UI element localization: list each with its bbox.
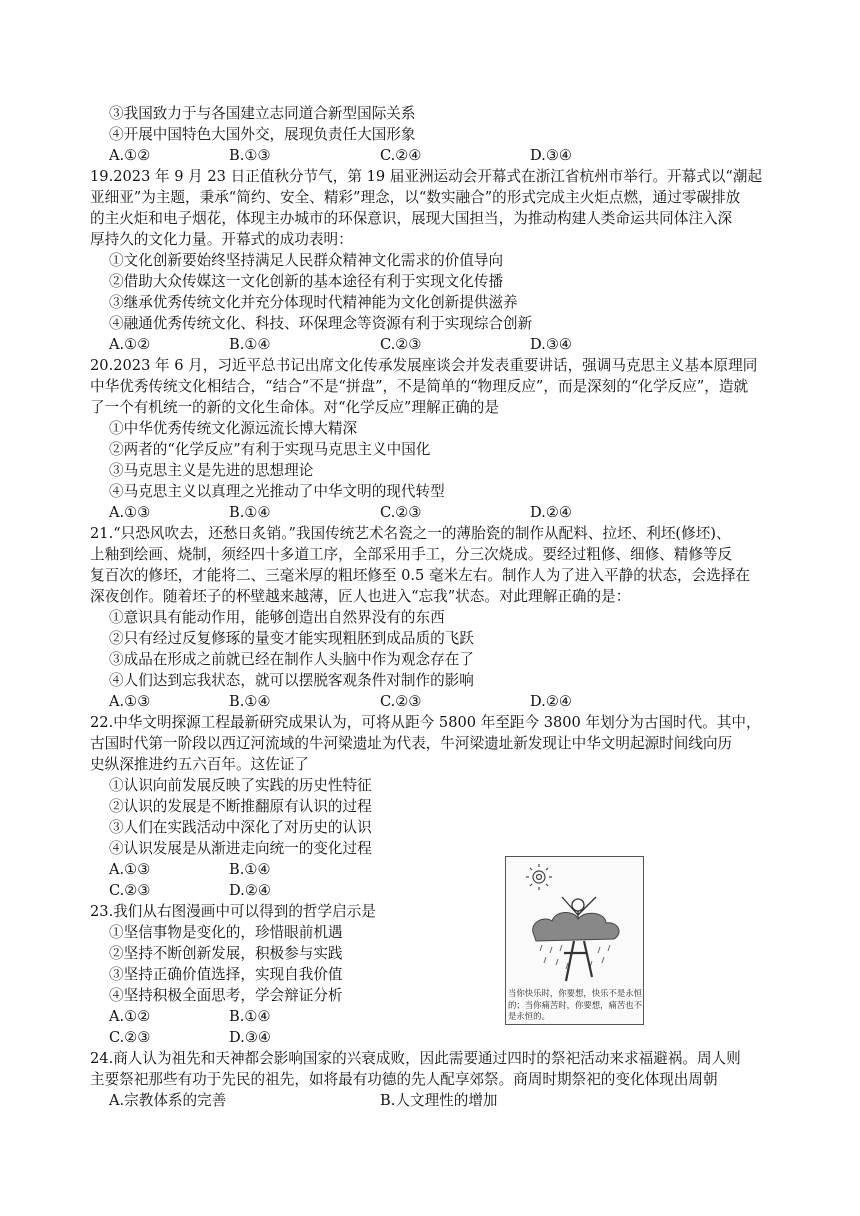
q22-choice-c: C.②③ — [109, 882, 151, 899]
q19-option-3: ③继承优秀传统文化并充分体现时代精神能为文化创新提供滋养 — [109, 294, 518, 311]
q24-choice-b: B.人文理性的增加 — [380, 1092, 498, 1109]
q19-choice-c: C.②③ — [380, 336, 422, 353]
q19-stem-line-3: 的主火炬和电子烟花，体现主办城市的环保意识，展现大国担当，为推动构建人类命运共同体注入深 — [90, 210, 733, 227]
sun-icon — [526, 864, 552, 890]
q22-option-2: ②认识的发展是不断推翻原有认识的过程 — [109, 798, 372, 815]
q19-stem-line-2: 亚细亚”为主题，秉承“简约、安全、精彩”理念，以“数实融合”的形式完成主火炬点燃，通过零碳排放 — [90, 189, 741, 206]
q23-stem: 23.我们从右图漫画中可以得到的哲学启示是 — [90, 903, 376, 920]
q18-choice-d: D.③④ — [530, 147, 572, 164]
q21-choice-a: A.①③ — [109, 693, 151, 710]
q20-option-4: ④马克思主义以真理之光推动了中华文明的现代转型 — [109, 483, 445, 500]
q21-option-4: ④人们达到忘我状态，就可以摆脱客观条件对制作的影响 — [109, 672, 474, 689]
q20-choice-b: B.①④ — [229, 504, 271, 521]
q22-option-4: ④认识发展是从渐进走向统一的变化过程 — [109, 840, 372, 857]
q19-stem-line-1: 19.2023 年 9 月 23 日正值秋分节气，第 19 届亚洲运动会开幕式在浙江省杭州市举行。开幕式以“潮起 — [90, 168, 763, 185]
q20-choice-a: A.①③ — [109, 504, 151, 521]
q18-option-4: ④开展中国特色大国外交，展现负责任大国形象 — [109, 126, 416, 143]
q23-option-2: ②坚持不断创新发展，积极参与实践 — [109, 945, 343, 962]
q22-stem-line-3: 史纵深推进约五六百年。这佐证了 — [90, 756, 309, 773]
comic-caption: 当你快乐时，你要想，快乐不是永恒的；当你痛苦时，你要想，痛苦也不是永恒的。 — [508, 988, 642, 1021]
rain-icon — [540, 945, 610, 969]
q24-choice-a: A.宗教体系的完善 — [109, 1092, 227, 1109]
q21-option-3: ③成品在形成之前就已经在制作人头脑中作为观念存在了 — [109, 651, 474, 668]
q22-option-3: ③人们在实践活动中深化了对历史的认识 — [109, 819, 372, 836]
q18-choice-c: C.②④ — [380, 147, 422, 164]
q23-choice-d: D.③④ — [229, 1029, 271, 1046]
q23-choice-a: A.①② — [109, 1008, 151, 1025]
q21-stem-line-2: 上釉到绘画、烧制，须经四十多道工序，全部采用手工，分三次烧成。要经过粗修、细修、精修等反 — [90, 546, 733, 563]
q23-choice-c: C.②③ — [109, 1029, 151, 1046]
q23-option-4: ④坚持积极全面思考，学会辩证分析 — [109, 987, 343, 1004]
q19-stem-line-4: 厚持久的文化力量。开幕式的成功表明： — [90, 231, 353, 248]
q21-option-1: ①意识具有能动作用，能够创造出自然界没有的东西 — [109, 609, 445, 626]
q23-option-3: ③坚持正确价值选择，实现自我价值 — [109, 966, 343, 983]
q20-stem-line-3: 了一个有机统一的新的文化生命体。对“化学反应”理解正确的是 — [90, 399, 499, 416]
q22-choice-d: D.②④ — [229, 882, 271, 899]
q19-choice-d: D.③④ — [530, 336, 572, 353]
q19-option-2: ②借助大众传媒这一文化创新的基本途径有利于实现文化传播 — [109, 273, 504, 290]
q20-option-1: ①中华优秀传统文化源远流长博大精深 — [109, 420, 358, 437]
q20-option-3: ③马克思主义是先进的思想理论 — [109, 462, 314, 479]
q22-choice-b: B.①④ — [229, 861, 271, 878]
q23-option-1: ①坚信事物是变化的，珍惜眼前机遇 — [109, 924, 343, 941]
q24-stem-line-1: 24.商人认为祖先和天神都会影响国家的兴衰成败，因此需要通过四时的祭祀活动来求福避祸。周人则 — [90, 1050, 741, 1067]
q21-choice-c: C.②③ — [380, 693, 422, 710]
q19-option-1: ①文化创新要始终坚持满足人民群众精神文化需求的价值导向 — [109, 252, 504, 269]
q23-choice-b: B.①④ — [229, 1008, 271, 1025]
comic-drawing-icon — [506, 857, 643, 987]
q22-choice-a: A.①③ — [109, 861, 151, 878]
q21-stem-line-4: 深夜创作。随着坯子的杯壁越来越薄，匠人也进入“忘我”状态。对此理解正确的是： — [90, 588, 631, 605]
cloud-icon — [533, 913, 619, 942]
q19-choice-b: B.①④ — [229, 336, 271, 353]
q20-option-2: ②两者的“化学反应”有利于实现马克思主义中国化 — [109, 441, 431, 458]
q20-stem-line-1: 20.2023 年 6 月，习近平总书记出席文化传承发展座谈会并发表重要讲话，强调马克思主义基本原理同 — [90, 357, 758, 374]
q22-option-1: ①认识向前发展反映了实践的历史性特征 — [109, 777, 372, 794]
q18-option-3: ③我国致力于与各国建立志同道合新型国际关系 — [109, 105, 416, 122]
q21-choice-d: D.②④ — [530, 693, 572, 710]
q24-stem-line-2: 主要祭祀那些有功于先民的祖先，如将最有功德的先人配享郊祭。商周时期祭祀的变化体现出周朝 — [90, 1071, 718, 1088]
q20-choice-c: C.②③ — [380, 504, 422, 521]
stilts-icon — [564, 941, 592, 981]
q21-stem-line-3: 复百次的修坯，才能将二、三毫米厚的粗坯修至 0.5 毫米左右。制作人为了进入平静的状态，会选择在 — [90, 567, 751, 584]
q20-choice-d: D.②④ — [530, 504, 572, 521]
q22-stem-line-2: 古国时代第一阶段以西辽河流域的牛河梁遗址为代表，牛河梁遗址新发现让中华文明起源时间线向历 — [90, 735, 733, 752]
q18-choice-a: A.①② — [109, 147, 151, 164]
q20-stem-line-2: 中华优秀传统文化相结合，“结合”不是“拼盘”，不是简单的“物理反应”，而是深刻的“化学反应”，造就 — [90, 378, 749, 395]
q18-choice-b: B.①③ — [229, 147, 271, 164]
q19-option-4: ④融通优秀传统文化、科技、环保理念等资源有利于实现综合创新 — [109, 315, 533, 332]
q21-choice-b: B.①④ — [229, 693, 271, 710]
q22-stem-line-1: 22.中华文明探源工程最新研究成果认为，可将从距今 5800 年至距今 3800 年划分为古国时代。其中， — [90, 714, 761, 731]
q19-choice-a: A.①② — [109, 336, 151, 353]
q21-stem-line-1: 21.“只恐风吹去，还愁日炙销。”我国传统艺术名瓷之一的薄胎瓷的制作从配料、拉坯、利坯(修坯)、 — [90, 525, 731, 542]
q21-option-2: ②只有经过反复修琢的量变才能实现粗胚到成品质的飞跃 — [109, 630, 474, 647]
